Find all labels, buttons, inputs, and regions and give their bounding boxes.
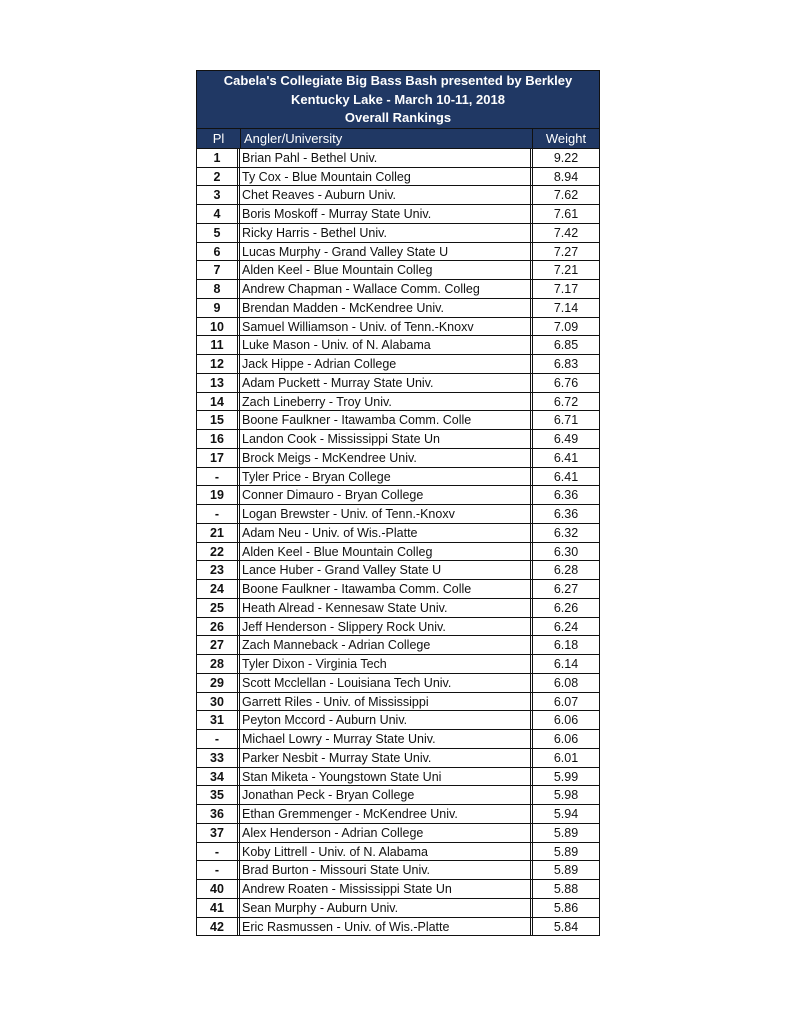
angler-cell: Boris Moskoff - Murray State Univ. [240, 205, 533, 223]
angler-cell: Scott Mcclellan - Louisiana Tech Univ. [240, 674, 533, 692]
table-row [197, 860, 599, 879]
event-location-date: Kentucky Lake - March 10-11, 2018 [291, 91, 505, 107]
angler-cell: Stan Miketa - Youngstown State Uni [240, 768, 533, 786]
weight-cell: 6.41 [553, 450, 579, 465]
table-row [197, 410, 599, 429]
place-cell: 10 [197, 318, 240, 336]
angler-cell: Zach Lineberry - Troy Univ. [240, 393, 533, 411]
place-cell: 29 [197, 674, 240, 692]
angler-cell: Ty Cox - Blue Mountain Colleg [240, 168, 533, 186]
weight-cell: 6.26 [553, 600, 579, 615]
place-cell: 15 [197, 411, 240, 429]
angler-cell: Jonathan Peck - Bryan College [240, 786, 533, 804]
weight-cell: 6.08 [553, 675, 579, 690]
angler-cell: Ethan Gremmenger - McKendree Univ. [240, 805, 533, 823]
table-row [197, 635, 599, 654]
angler-cell: Peyton Mccord - Auburn Univ. [240, 711, 533, 729]
weight-cell: 5.89 [553, 863, 579, 878]
event-title: Cabela's Collegiate Big Bass Bash presented by Berkley [223, 73, 573, 88]
weight-cell: 6.06 [553, 713, 579, 728]
table-row [197, 167, 599, 186]
table-row [197, 598, 599, 617]
table-row [197, 617, 599, 636]
place-cell: 24 [197, 580, 240, 598]
place-cell: 21 [197, 524, 240, 542]
weight-cell: 6.76 [553, 375, 579, 390]
weight-cell: 6.06 [553, 732, 579, 747]
weight-cell: 6.07 [553, 694, 579, 709]
table-row [197, 542, 599, 561]
column-header-weight: Weight [545, 130, 587, 146]
rankings-table [196, 70, 600, 936]
table-row [197, 392, 599, 411]
weight-cell: 7.14 [553, 300, 579, 315]
angler-cell: Alex Henderson - Adrian College [240, 824, 533, 842]
table-body [197, 148, 599, 936]
weight-cell: 6.49 [553, 432, 579, 447]
table-row [197, 692, 599, 711]
weight-cell: 7.62 [553, 188, 579, 203]
place-cell: 42 [197, 918, 240, 936]
angler-cell: Jack Hippe - Adrian College [240, 355, 533, 373]
weight-cell: 7.42 [553, 225, 579, 240]
place-cell: 7 [197, 261, 240, 279]
place-cell: - [197, 468, 240, 486]
weight-cell: 6.27 [553, 582, 579, 597]
rankings-subtitle: Overall Rankings [344, 110, 452, 126]
table-row [197, 673, 599, 692]
angler-cell: Eric Rasmussen - Univ. of Wis.-Platte [240, 918, 533, 936]
angler-cell: Michael Lowry - Murray State Univ. [240, 730, 533, 748]
weight-cell: 6.36 [553, 507, 579, 522]
angler-cell: Alden Keel - Blue Mountain Colleg [240, 543, 533, 561]
weight-cell: 5.89 [553, 825, 579, 840]
table-row [197, 467, 599, 486]
column-header-place: Pl [197, 129, 241, 148]
angler-cell: Boone Faulkner - Itawamba Comm. Colle [240, 580, 533, 598]
angler-cell: Chet Reaves - Auburn Univ. [240, 186, 533, 204]
weight-cell: 6.36 [553, 488, 579, 503]
angler-cell: Tyler Price - Bryan College [240, 468, 533, 486]
weight-cell: 6.32 [553, 525, 579, 540]
angler-cell: Boone Faulkner - Itawamba Comm. Colle [240, 411, 533, 429]
place-cell: 3 [197, 186, 240, 204]
place-cell: 2 [197, 168, 240, 186]
weight-cell: 6.18 [553, 638, 579, 653]
angler-cell: Andrew Roaten - Mississippi State Un [240, 880, 533, 898]
place-cell: 5 [197, 224, 240, 242]
place-cell: 28 [197, 655, 240, 673]
table-row [197, 279, 599, 298]
table-row [197, 842, 599, 861]
place-cell: 14 [197, 393, 240, 411]
weight-cell: 5.86 [553, 900, 579, 915]
angler-cell: Zach Manneback - Adrian College [240, 636, 533, 654]
table-row [197, 298, 599, 317]
place-cell: - [197, 730, 240, 748]
place-cell: - [197, 505, 240, 523]
table-row [197, 223, 599, 242]
weight-cell: 6.30 [553, 544, 579, 559]
weight-cell: 7.61 [553, 207, 579, 222]
place-cell: 25 [197, 599, 240, 617]
place-cell: 19 [197, 486, 240, 504]
weight-cell: 6.14 [553, 657, 579, 672]
angler-cell: Luke Mason - Univ. of N. Alabama [240, 336, 533, 354]
table-row [197, 354, 599, 373]
weight-cell: 9.22 [553, 150, 579, 165]
table-row [197, 729, 599, 748]
angler-cell: Adam Puckett - Murray State Univ. [240, 374, 533, 392]
angler-cell: Alden Keel - Blue Mountain Colleg [240, 261, 533, 279]
table-row [197, 448, 599, 467]
weight-cell: 6.72 [553, 394, 579, 409]
weight-cell: 5.84 [553, 919, 579, 934]
table-row [197, 579, 599, 598]
table-row [197, 185, 599, 204]
table-row [197, 898, 599, 917]
table-row [197, 785, 599, 804]
angler-cell: Brian Pahl - Bethel Univ. [240, 149, 533, 167]
weight-cell: 7.27 [553, 244, 579, 259]
angler-cell: Garrett Riles - Univ. of Mississippi [240, 693, 533, 711]
angler-cell: Brendan Madden - McKendree Univ. [240, 299, 533, 317]
angler-cell: Andrew Chapman - Wallace Comm. Colleg [240, 280, 533, 298]
table-row [197, 748, 599, 767]
weight-cell: 7.09 [553, 319, 579, 334]
weight-cell: 5.94 [553, 807, 579, 822]
place-cell: 30 [197, 693, 240, 711]
table-row [197, 335, 599, 354]
place-cell: 40 [197, 880, 240, 898]
table-header [197, 71, 599, 128]
angler-cell: Sean Murphy - Auburn Univ. [240, 899, 533, 917]
weight-cell: 6.24 [553, 619, 579, 634]
place-cell: 11 [197, 336, 240, 354]
place-cell: 4 [197, 205, 240, 223]
table-row [197, 317, 599, 336]
place-cell: 26 [197, 618, 240, 636]
place-cell: 41 [197, 899, 240, 917]
place-cell: - [197, 843, 240, 861]
weight-cell: 6.83 [553, 357, 579, 372]
table-row [197, 917, 599, 936]
weight-cell: 5.89 [553, 844, 579, 859]
place-cell: 35 [197, 786, 240, 804]
angler-cell: Tyler Dixon - Virginia Tech [240, 655, 533, 673]
place-cell: 13 [197, 374, 240, 392]
angler-cell: Parker Nesbit - Murray State Univ. [240, 749, 533, 767]
column-headers [197, 128, 599, 148]
table-row [197, 710, 599, 729]
weight-cell: 6.71 [553, 413, 579, 428]
table-row [197, 373, 599, 392]
angler-cell: Ricky Harris - Bethel Univ. [240, 224, 533, 242]
angler-cell: Logan Brewster - Univ. of Tenn.-Knoxv [240, 505, 533, 523]
place-cell: 31 [197, 711, 240, 729]
column-header-angler: Angler/University [241, 129, 533, 148]
table-row [197, 485, 599, 504]
place-cell: 34 [197, 768, 240, 786]
angler-cell: Samuel Williamson - Univ. of Tenn.-Knoxv [240, 318, 533, 336]
weight-cell: 6.41 [553, 469, 579, 484]
place-cell: 8 [197, 280, 240, 298]
weight-cell: 5.99 [553, 769, 579, 784]
table-row [197, 823, 599, 842]
weight-cell: 8.94 [553, 169, 579, 184]
table-row [197, 242, 599, 261]
angler-cell: Conner Dimauro - Bryan College [240, 486, 533, 504]
table-row [197, 654, 599, 673]
place-cell: 36 [197, 805, 240, 823]
table-row [197, 804, 599, 823]
angler-cell: Heath Alread - Kennesaw State Univ. [240, 599, 533, 617]
place-cell: - [197, 861, 240, 879]
place-cell: 1 [197, 149, 240, 167]
place-cell: 12 [197, 355, 240, 373]
place-cell: 33 [197, 749, 240, 767]
angler-cell: Koby Littrell - Univ. of N. Alabama [240, 843, 533, 861]
angler-cell: Lucas Murphy - Grand Valley State U [240, 243, 533, 261]
angler-cell: Adam Neu - Univ. of Wis.-Platte [240, 524, 533, 542]
table-row [197, 879, 599, 898]
weight-cell: 5.88 [553, 882, 579, 897]
place-cell: 27 [197, 636, 240, 654]
weight-cell: 5.98 [553, 788, 579, 803]
table-row [197, 204, 599, 223]
place-cell: 16 [197, 430, 240, 448]
table-row [197, 148, 599, 167]
weight-cell: 6.28 [553, 563, 579, 578]
weight-cell: 6.85 [553, 338, 579, 353]
angler-cell: Landon Cook - Mississippi State Un [240, 430, 533, 448]
place-cell: 37 [197, 824, 240, 842]
weight-cell: 7.17 [553, 282, 579, 297]
place-cell: 9 [197, 299, 240, 317]
place-cell: 17 [197, 449, 240, 467]
angler-cell: Brock Meigs - McKendree Univ. [240, 449, 533, 467]
angler-cell: Lance Huber - Grand Valley State U [240, 561, 533, 579]
table-row [197, 260, 599, 279]
place-cell: 23 [197, 561, 240, 579]
table-row [197, 523, 599, 542]
weight-cell: 6.01 [553, 750, 579, 765]
angler-cell: Jeff Henderson - Slippery Rock Univ. [240, 618, 533, 636]
table-row [197, 429, 599, 448]
weight-cell: 7.21 [553, 263, 579, 278]
place-cell: 22 [197, 543, 240, 561]
place-cell: 6 [197, 243, 240, 261]
table-row [197, 504, 599, 523]
angler-cell: Brad Burton - Missouri State Univ. [240, 861, 533, 879]
table-row [197, 767, 599, 786]
table-row [197, 560, 599, 579]
